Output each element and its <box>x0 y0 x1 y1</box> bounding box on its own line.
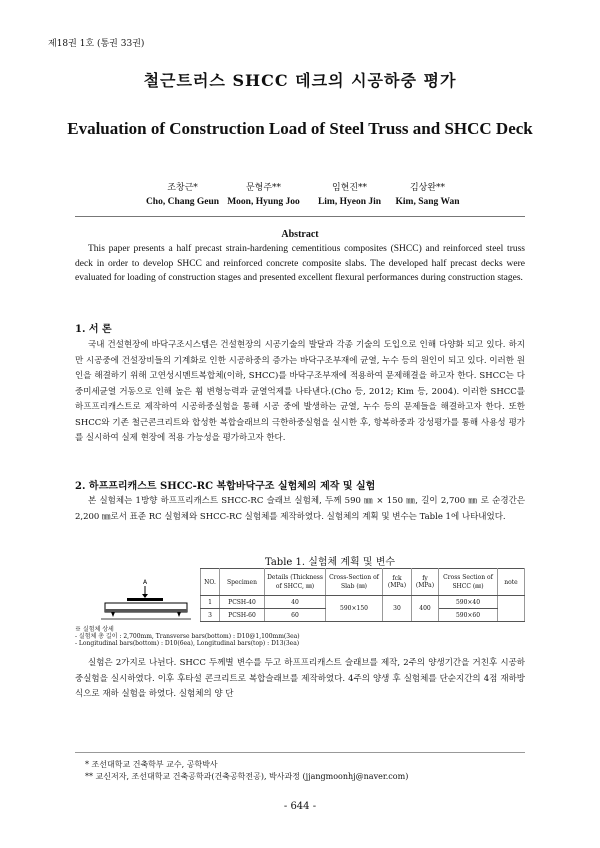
col-note: note <box>498 569 525 596</box>
author-name-en: Lim, Hyeon Jin <box>317 197 382 207</box>
author-name-ko: 임현진** <box>331 183 368 193</box>
footnote-divider <box>75 752 525 753</box>
figure-notes <box>75 626 405 647</box>
col-shcc: Cross Section of SHCC (㎜) <box>439 569 498 596</box>
author-name-ko: 문형주** <box>245 183 282 193</box>
cell-note <box>498 596 525 622</box>
author-name-en: Cho, Chang Geun <box>145 197 220 207</box>
cell-details: 40 <box>265 596 326 609</box>
table-header-row <box>201 569 525 596</box>
table-row <box>201 596 525 609</box>
section-1-text: 국내 건설현장에 바닥구조시스템은 건설현장의 시공기술의 발달과 각종 기술의 도입으로 인해 다양화 되고 있다. 하지만 시공중에 건설장비들의 기계화로 인한 시공하중의 증가는 바닥구조부재에 균열, 누수 등의 원인이 되고 있다. 이러한 원인을 해결하기 위해 고연성시멘트복합체(이하, SHCC)를 바닥구조부재에 적용하여 문제해결을 하고자 한다. SHCC는 다중미세균열 거동으로 인해 높은 휨 변형능력과 균열억제를 나타낸다.(Cho 등, 2012; Kim 등, 2004). 이러한 SHCC를 하프프리캐스트로 제작하여 시공하중실험을 통해 시공 중에 발생하는 균열, 누수 등의 문제들을 해결하고자 한다. 또한 SHCC와 기존 철근콘크리트와 합성한 복합슬래브의 극한하중실험을 실시한 후, 항복하중과 강성평가를 통해 사용성 평가를 실시하여 실제 현장에 적용 가능성을 평가하고자 한다. <box>75 340 525 443</box>
figure-label: A <box>143 579 148 586</box>
title-korean: 철근트러스 SHCC 데크의 시공하중 평가 <box>143 71 457 90</box>
abstract-text: This paper presents a half precast strain-hardening cementitious composites (SHCC) and reinforced steel truss deck in order to develop SHCC and reinforced concrete composite slabs. The developed half precast decks were evaluated for loading of construction stages and presented excellent flexural performances during construction stages. <box>75 244 525 283</box>
col-specimen: Specimen <box>220 569 265 596</box>
author-4 <box>370 180 485 207</box>
journal-issue: 제18권 1호 (통권 33권) <box>48 39 145 49</box>
cell-specimen: PCSH-60 <box>220 609 265 622</box>
left-support <box>111 612 115 617</box>
section-2-continued: 실험은 2가지로 나뉜다. SHCC 두께별 변수를 두고 하프프리캐스트 슬래브를 제작, 2주의 양생기간을 거친후 시공하중실험을 실시하였다. 이후 후타설 콘크리트로 복합슬래브를 제작하였다. 4주의 양생 후 실험체를 단순지간의 4점 재하방식으로 재하 실험을 하였다. 실험체의 양 단 <box>75 658 525 699</box>
col-details: Details (Thickness of SHCC, ㎜) <box>265 569 326 596</box>
cell-slab: 590×150 <box>326 596 383 622</box>
col-fy: fy (MPa) <box>412 569 439 596</box>
title-english: Evaluation of Construction Load of Steel Truss and SHCC Deck <box>67 119 533 138</box>
footnote-2: ** 교신저자, 조선대학교 건축공학과(건축공학전공), 박사과정 (jjangmoonhj@naver.com) <box>85 772 409 781</box>
figure-note: - 실험체 총 길이 : 2,700mm, Transverse bars(bottom) : D10@1,100mm(3ea) <box>75 633 300 640</box>
abstract-heading: Abstract <box>281 229 319 240</box>
specimen-figure <box>97 576 197 624</box>
load-arrowhead <box>142 594 148 598</box>
col-no: NO. <box>201 569 220 596</box>
section-1-heading: 1. 서 론 <box>75 324 112 335</box>
col-slab: Cross-Section of Slab (㎜) <box>326 569 383 596</box>
author-name-en: Moon, Hyung Joo <box>227 197 300 207</box>
author-name-en: Kim, Sang Wan <box>395 197 460 207</box>
section-2-text: 본 실험체는 1방향 하프프리캐스트 SHCC-RC 슬래브 실험체, 두께 590 ㎜ × 150 ㎜, 길이 2,700 ㎜ 로 순경간은 2,200 ㎜로서 표준 RC 실험체와 SHCC-RC 실험체를 제작하였다. 실험체의 계획 및 변수는 Table 1에 나타내었다. <box>75 496 525 522</box>
author-name-ko: 김상완** <box>409 183 446 193</box>
shcc-layer <box>105 609 187 612</box>
cell-shcc: 590×40 <box>439 596 498 609</box>
cell-fck: 30 <box>383 596 412 622</box>
figure-note: - Longitudinal bars(bottom) : D10(6ea), Longitudinal bars(top) : D13(3ea) <box>75 640 300 647</box>
cell-no: 3 <box>201 609 220 622</box>
cell-no: 1 <box>201 596 220 609</box>
section-2-heading: 2. 하프프리캐스트 SHCC-RC 복합바닥구조 실험체의 제작 및 실험 <box>75 481 376 492</box>
right-support <box>177 612 181 617</box>
table-caption: Table 1. 실험체 계획 및 변수 <box>264 557 396 568</box>
author-name-ko: 조창근* <box>167 183 198 193</box>
figure-note: ※ 실험체 상세 <box>75 626 114 633</box>
col-fck: fck (MPa) <box>383 569 412 596</box>
cell-specimen: PCSH-40 <box>220 596 265 609</box>
specimen-table <box>200 568 525 622</box>
divider <box>75 216 525 217</box>
cell-shcc: 590×60 <box>439 609 498 622</box>
loading-beam <box>127 598 163 601</box>
cell-details: 60 <box>265 609 326 622</box>
footnote-1: * 조선대학교 건축학부 교수, 공학박사 <box>85 760 218 769</box>
page-number: - 644 - <box>283 801 317 812</box>
cell-fy: 400 <box>412 596 439 622</box>
